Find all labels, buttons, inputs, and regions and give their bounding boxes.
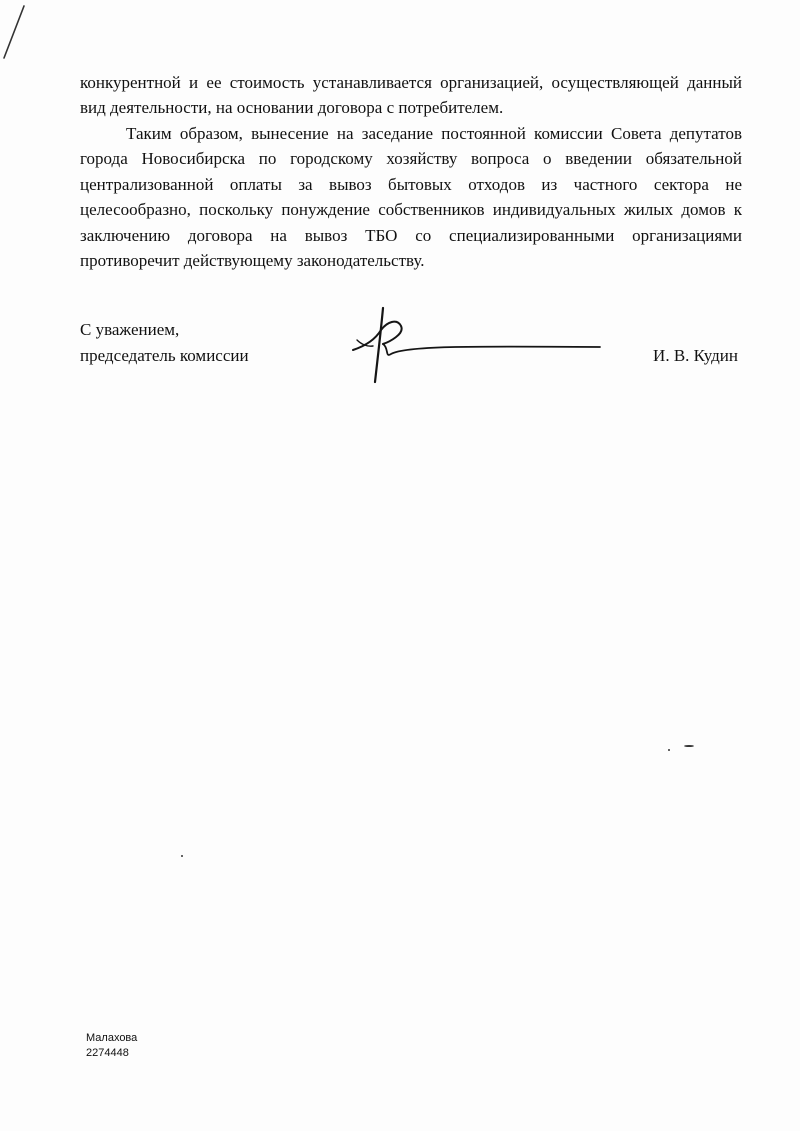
executor-name: Малахова bbox=[86, 1032, 138, 1044]
corner-pen-mark bbox=[0, 0, 40, 60]
closing-block bbox=[80, 317, 249, 369]
executor-block bbox=[86, 1031, 137, 1061]
body-paragraph-2: Таким образом, вынесение на заседание постоянной комиссии Совета депутатов города Новосибирска по городскому хозяйству вопроса о введении обязательной централизованной оплаты за вывоз бытовых отходов из частного сектора не целесообразно, поскольку понуждение собственников индивидуальных жилых домов к заключению договора на вывоз ТБО со специализированными организациями противоречит действующему законодательству. bbox=[80, 124, 742, 271]
signer-position: председатель комиссии bbox=[80, 346, 249, 365]
signer-name: И. В. Кудин bbox=[653, 346, 738, 365]
paper-speck bbox=[181, 855, 183, 857]
executor-phone: 2274448 bbox=[86, 1047, 129, 1059]
paper-speck bbox=[684, 745, 694, 747]
paper-speck bbox=[668, 749, 670, 751]
body-paragraph-1: конкурентной и ее стоимость устанавливается организацией, осуществляющей данный вид деятельности, на основании договора с потребителем. bbox=[80, 73, 742, 118]
closing-regards: С уважением, bbox=[80, 320, 180, 339]
handwritten-signature bbox=[345, 300, 605, 400]
